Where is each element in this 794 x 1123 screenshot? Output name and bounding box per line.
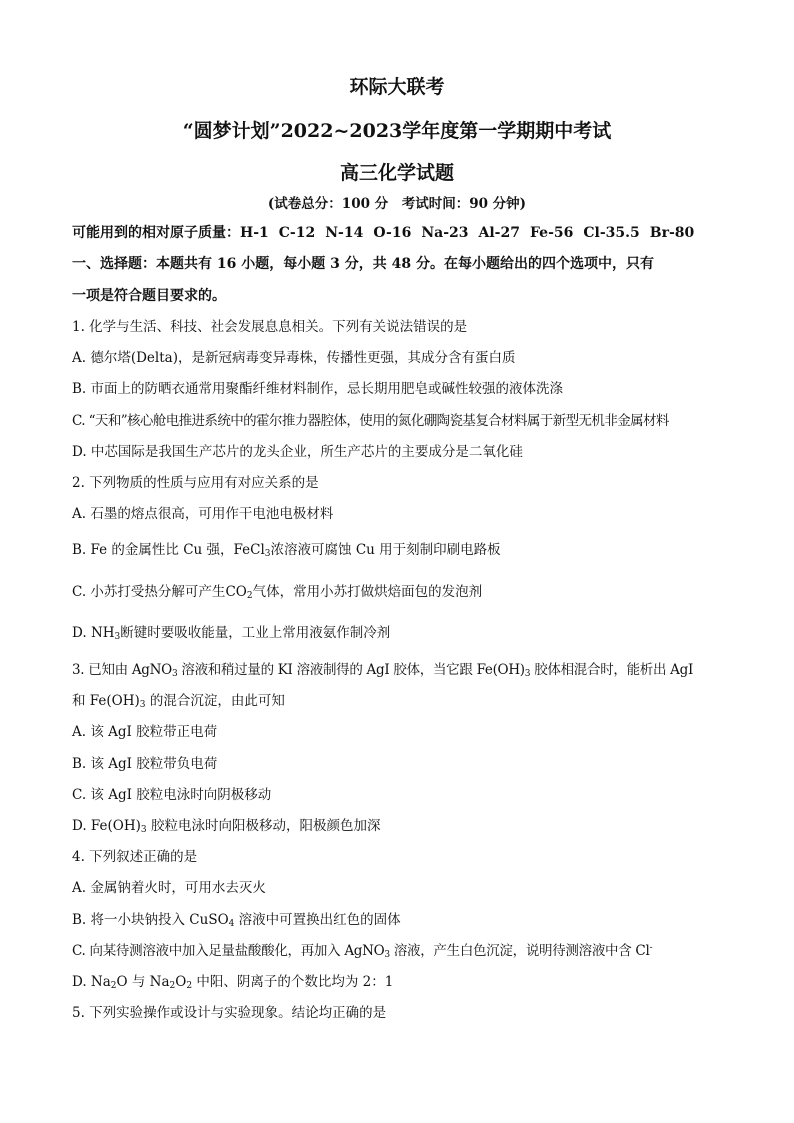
question-2-stem: 2. 下列物质的性质与应用有对应关系的是 [72,475,319,491]
atomic-mass-item: Al-27 [478,225,520,241]
question-4-option-d: D. $Na_2O$ 与 $Na_2O_2$ 中阳、阴离子的个数比均为 2：1 [72,974,394,991]
question-1-option-b: B. 市面上的防晒衣通常用聚酯纤维材料制作，忌长期用肥皂或碱性较强的液体洗涤 [72,381,564,397]
atomic-masses-label: 可能用到的相对原子质量： [72,225,240,241]
formula-nh3: $NH_3$ [90,625,121,642]
question-1-stem: 1. 化学与生活、科技、社会发展息息相关。下列有关说法错误的是 [72,319,468,335]
question-3-stem-cont: 和 $Fe(OH)_3$ 的混合沉淀，由此可知 [72,693,285,710]
atomic-mass-item: Fe-56 [529,225,574,241]
atomic-mass-item: N-14 [325,225,364,241]
question-4-option-b: B. 将一小块钠投入 CuSO$_4$ 溶液中可置换出红色的固体 [72,912,401,929]
exam-header-title: 环际大联考 [349,76,445,98]
question-2-option-d: D. $NH_3$断键时要吸收能量，工业上常用液氨作制冷剂 [72,625,391,642]
atomic-mass-item: Cl-35.5 [583,225,640,241]
question-3-option-b: B. 该 AgI 胶粒带负电荷 [72,756,218,772]
formula-fecl3: FeCl$_3$ [233,542,271,559]
atomic-mass-item: Na-23 [421,225,469,241]
question-3-option-c: C. 该 AgI 胶粒电泳时向阴极移动 [72,787,272,803]
exam-info: (试卷总分：100 分 考试时间：90 分钟) [267,196,527,212]
atomic-mass-item: C-12 [278,225,316,241]
question-1-option-a: A. 德尔塔(Delta)，是新冠病毒变异毒株，传播性更强，其成分含有蛋白质 [72,350,516,366]
atomic-masses [72,224,732,242]
question-3-option-d: D. $Fe(OH)_3$ 胶粒电泳时向阳极移动，阳极颜色加深 [72,818,381,835]
question-1-option-d: D. 中芯国际是我国生产芯片的龙头企业，所生产芯片的主要成分是二氧化硅 [72,444,523,460]
atomic-mass-item: H-1 [240,225,269,241]
question-4-option-a: A. 金属钠着火时，可用水去灭火 [72,880,266,896]
question-2-option-c: C. 小苏打受热分解可产生$CO_2$气体，常用小苏打做烘焙面包的发泡剂 [72,584,483,601]
question-2-option-b: B. Fe 的金属性比 Cu 强，FeCl$_3$浓溶液可腐蚀 Cu 用于刻制印刷电路板 [72,542,501,559]
exam-name: “圆梦计划”2022~2023学年度第一学期期中考试 [182,120,612,142]
question-1-option-c: C. “天和”核心舱电推进系统中的霍尔推力器腔体，使用的氮化硼陶瓷基复合材料属于新型无机非金属材料 [72,413,669,429]
question-2-option-a: A. 石墨的熔点很高，可用作干电池电极材料 [72,506,334,522]
atomic-mass-item: O-16 [373,225,412,241]
atomic-mass-item: Br-80 [649,225,695,241]
section-heading-cont: 一项是符合题目要求的。 [72,288,226,304]
formula-co2: $CO_2$ [225,584,253,601]
question-4-stem: 4. 下列叙述正确的是 [72,849,198,865]
section-heading: 一、选择题：本题共有 16 小题，每小题 3 分，共 48 分。在每小题给出的四个选项中，只有 [72,256,654,272]
exam-subject: 高三化学试题 [339,162,454,184]
question-4-option-c: C. 向某待测溶液中加入足量盐酸酸化，再加入 AgNO$_3$ 溶液，产生白色沉淀，说明待测溶液中含 Cl- [72,943,653,960]
question-5-stem: 5. 下列实验操作或设计与实验现象。结论均正确的是 [72,1005,387,1021]
question-3-stem: 3. 已知由 AgNO$_3$ 溶液和稍过量的 KI 溶液制得的 AgI 胶体，当它跟 $Fe(OH)_3$ 胶体相混合时，能析出 AgI [72,662,694,679]
question-3-option-a: A. 该 AgI 胶粒带正电荷 [72,724,218,740]
